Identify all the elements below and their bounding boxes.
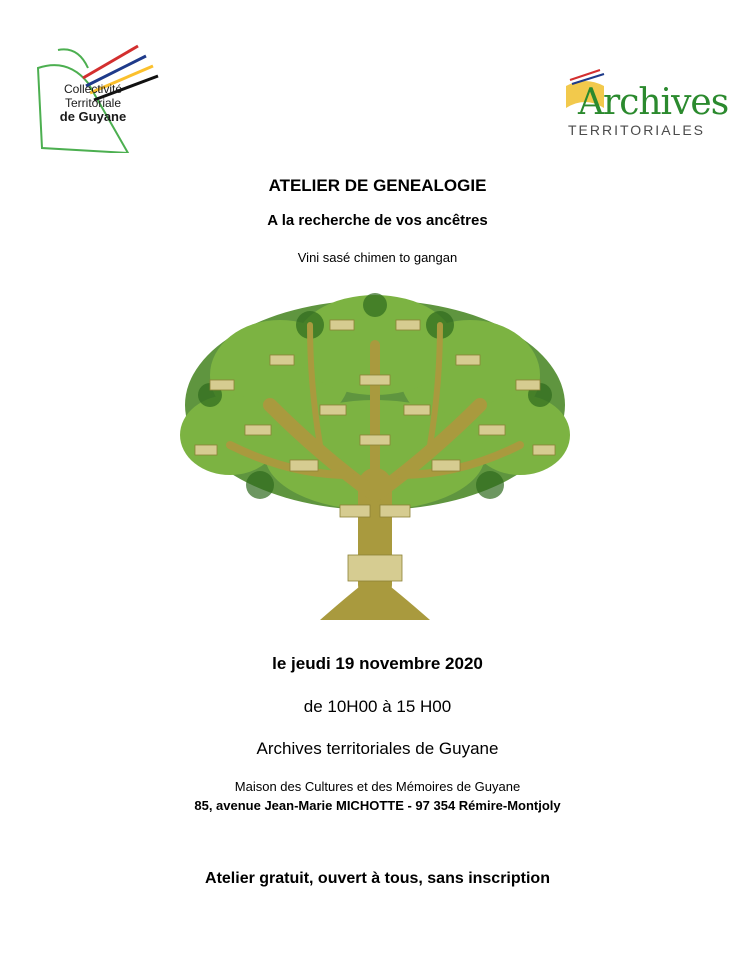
ctg-line2: Territoriale: [64, 96, 121, 110]
archives-logo: [556, 58, 729, 148]
ctg-text: [38, 82, 148, 124]
ctg-logo: [28, 38, 168, 153]
event-footer: Atelier gratuit, ouvert à tous, sans inscription: [205, 870, 550, 887]
event-title: ATELIER DE GENEALOGIE: [268, 176, 487, 195]
event-subtitle: A la recherche de vos ancêtres: [267, 212, 488, 229]
ctg-line3: de Guyane: [59, 109, 127, 124]
event-creole-subtitle: Vini sasé chimen to gangan: [297, 250, 458, 265]
event-hours: de 10H00 à 15 H00: [303, 697, 452, 716]
family-tree-illustration: [170, 285, 580, 625]
event-building: Maison des Cultures et des Mémoires de Guyane: [234, 779, 521, 794]
event-date: le jeudi 19 novembre 2020: [272, 654, 483, 673]
event-address: 85, avenue Jean-Marie MICHOTTE - 97 354 Rémire-Montjoly: [194, 798, 561, 813]
archives-title: Archives: [578, 82, 729, 123]
event-venue: Archives territoriales de Guyane: [256, 739, 499, 758]
archives-subtitle: TERRITORIALES: [568, 122, 705, 138]
ctg-line1: Collectivité: [63, 82, 123, 96]
family-tree-icon: [170, 285, 580, 625]
